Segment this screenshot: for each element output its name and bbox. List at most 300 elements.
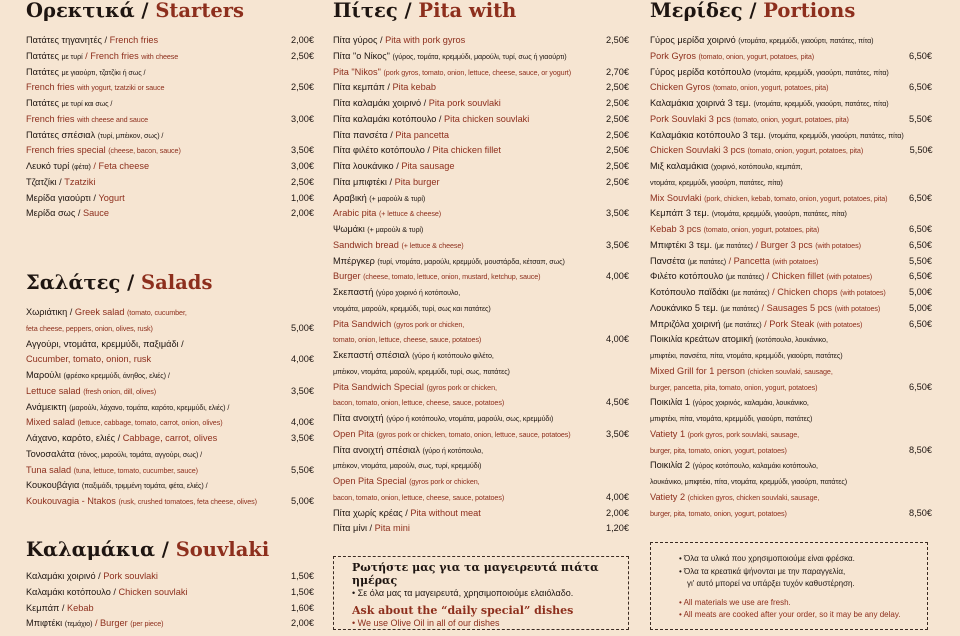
greek-text: Πίτα κεμπάπ /	[333, 82, 393, 93]
menu-item-line	[26, 447, 278, 463]
english-text: bacon, tomato, onion, lettuce, cheese, sauce, potatoes)	[333, 492, 505, 502]
menu-item-line	[333, 285, 593, 301]
menu-item-line	[26, 33, 278, 49]
section-title-portions: Μερίδες / Portions	[650, 0, 856, 22]
menu-item-line	[333, 411, 593, 427]
english-text: Kebab 3 pcs	[650, 224, 704, 234]
menu-item-line	[650, 80, 896, 96]
greek-text: Μιξ καλαμάκια	[650, 161, 712, 171]
greek-text: Φιλέτο κοτόπουλο	[650, 271, 726, 282]
greek-text: Μπέργκερ	[333, 255, 378, 266]
menu-item-price: 6,50€	[909, 50, 932, 61]
english-text: (chicken souvlaki, sausage,	[747, 366, 833, 376]
menu-item-line	[650, 506, 896, 522]
menu-item	[26, 159, 314, 175]
menu-item-line	[650, 458, 896, 474]
menu-item-line	[26, 337, 278, 353]
english-text: Chicken souvlaki	[118, 586, 188, 597]
greek-text: Πίτα ανοιχτή σπέσιαλ	[333, 444, 423, 455]
english-text: Yogurt	[98, 192, 125, 203]
menu-item-text	[333, 254, 599, 286]
menu-item	[333, 521, 629, 537]
greek-text: Ποικιλία 1	[650, 397, 693, 408]
menu-item-line	[650, 380, 896, 396]
english-text: bacon, tomato, onion, lettuce, cheese, sauce, potatoes)	[333, 398, 505, 408]
menu-item-text	[333, 222, 599, 254]
menu-item	[26, 175, 314, 191]
english-text: with cheese	[141, 51, 179, 61]
english-text: / Chicken fillet	[764, 271, 827, 282]
menu-item-line	[333, 427, 593, 443]
greek-text: Λάχανο, καρότο, ελιές /	[26, 433, 123, 443]
greek-text: μπέικον, ντομάτα, μαρούλι, σως, τυρί, κρεμμύδι)	[333, 461, 482, 471]
menu-item-price: 4,00€	[606, 491, 629, 502]
menu-item-line	[333, 490, 593, 506]
greek-text: Καλαμάκια κοτόπουλο 3 τεμ.	[650, 129, 769, 140]
english-text: (pork, chicken, kebab, tomato, onion, yogurt, potatoes, pita)	[704, 193, 888, 203]
menu-item	[333, 285, 629, 348]
english-text: / Sausages 5 pcs	[758, 302, 835, 313]
menu-item	[650, 96, 932, 128]
greek-text: (φρέσκο κρεμμύδι, άνηθος, ελιές) /	[63, 371, 170, 380]
menu-item-text	[26, 601, 284, 617]
menu-item-price: 5,00€	[291, 496, 314, 506]
section-title-salads: Σαλάτες / Salads	[26, 271, 213, 294]
english-text: (gyros pork or chicken,	[409, 477, 480, 486]
english-text: (+ lettuce & cheese)	[401, 240, 464, 250]
greek-text: Καλαμάκι κοτόπουλο /	[26, 586, 119, 597]
menu-item-text	[333, 96, 599, 112]
greek-text: Καλαμάκια χοιρινά 3 τεμ.	[650, 98, 754, 108]
menu-item-price: 5,00€	[291, 322, 314, 333]
menu-item-text	[26, 400, 284, 432]
menu-item	[26, 191, 314, 207]
english-text: (fresh onion, dill, olives)	[83, 386, 157, 396]
menu-item	[26, 601, 314, 617]
menu-item-text	[26, 478, 284, 510]
menu-item	[650, 159, 932, 206]
menu-item-price: 2,00€	[291, 35, 314, 45]
greek-text: Μπριζόλα χοιρινή	[650, 318, 724, 329]
english-text: (tomato, onion, yogurt, potatoes, pita)	[703, 225, 820, 234]
souvlaki-list	[26, 569, 314, 632]
english-text: Pork souvlaki	[103, 571, 158, 581]
menu-item-price: 3,50€	[291, 433, 314, 443]
menu-item-line	[333, 443, 593, 459]
menu-item-price: 6,50€	[909, 318, 932, 329]
english-text: Tzatziki	[64, 176, 96, 187]
english-text: / French fries	[82, 50, 142, 61]
menu-item-price: 5,00€	[909, 302, 932, 313]
english-text: Sandwich bread	[333, 239, 402, 250]
menu-item-line	[650, 411, 896, 427]
english-text: Pita Sandwich Special	[333, 381, 427, 392]
menu-item-price: 5,50€	[909, 255, 932, 266]
greek-text: Μπιφτέκι	[26, 618, 65, 629]
menu-item-line	[650, 474, 896, 490]
english-text: (pork gyros, tomato, onion, lettuce, cheese, sauce, or yogurt)	[383, 67, 571, 77]
menu-item-price: 3,00€	[291, 161, 314, 171]
menu-item-text	[333, 348, 599, 411]
english-text: with yogurt, tzatziki or sauce	[77, 83, 165, 93]
menu-item-price: 6,50€	[909, 82, 932, 93]
menu-item-line	[333, 175, 593, 191]
menu-item-price: 4,00€	[291, 417, 314, 428]
greek-text: Πίτα χωρίς κρέας /	[333, 507, 411, 518]
menu-item-text	[650, 285, 902, 301]
menu-item-price: 2,50€	[606, 82, 629, 93]
english-text: Pita chicken fillet	[432, 145, 501, 156]
menu-item-price: 3,50€	[606, 428, 629, 439]
menu-item-line	[26, 616, 278, 632]
english-text: Pita mini	[374, 523, 410, 534]
menu-item	[650, 301, 932, 317]
menu-item-text	[650, 128, 910, 160]
english-text: Greek salad	[74, 307, 128, 317]
menu-item-line	[650, 443, 896, 459]
menu-item-line	[650, 33, 896, 49]
menu-item-line	[26, 96, 278, 112]
menu-item	[650, 254, 932, 270]
english-text: French fries	[26, 82, 78, 93]
english-text: Cabbage, carrot, olives	[122, 433, 218, 443]
menu-item-price: 5,50€	[909, 113, 932, 124]
menu-item-text	[333, 112, 599, 128]
menu-item-line	[333, 506, 593, 522]
menu-item	[26, 65, 314, 97]
section-title-pita: Πίτες / Pita with	[333, 0, 517, 22]
english-text: (tomato, onion, yogurt, potatoes, pita)	[747, 146, 864, 156]
english-text: Mixed salad	[26, 417, 78, 428]
menu-item-text	[333, 33, 599, 49]
greek-text: Πίτα μπιφτέκι /	[333, 176, 395, 187]
menu-item-price: 4,00€	[606, 271, 629, 282]
menu-item-price: 5,50€	[291, 464, 314, 475]
menu-item	[333, 49, 629, 65]
greek-text: (τυρί, ντομάτα, μαρούλι, κρεμμύδι, μουστάρδα, κέτσαπ, σως)	[377, 256, 565, 266]
menu-item-price: 1,20€	[606, 523, 629, 534]
info-line-delay-gr: γι' αυτό μπορεί να υπάρξει τυχόν καθυστέρηση.	[687, 579, 855, 588]
menu-item-line	[333, 395, 593, 411]
greek-text: Σκεπαστή σπέσιαλ	[333, 350, 413, 360]
menu-item-line	[26, 384, 278, 400]
english-text: (per piece)	[130, 619, 164, 629]
menu-item-line	[333, 222, 593, 238]
greek-text: μπιφτέκι, πανσέτα, πίτα, ντομάτα, κρεμμύδι, γιαούρτι, πατάτες)	[650, 351, 843, 360]
menu-item	[26, 368, 314, 400]
menu-item-line	[26, 585, 278, 601]
greek-text: Πατάτες	[26, 50, 62, 61]
menu-item	[333, 80, 629, 96]
english-text: Pita chicken souvlaki	[444, 113, 530, 124]
menu-item-line	[333, 380, 593, 396]
menu-item	[650, 238, 932, 254]
menu-item-price: 2,70€	[606, 66, 629, 77]
menu-item-line	[333, 49, 593, 65]
menu-item-line	[650, 269, 896, 285]
greek-text: Μερίδα γιαούρτι /	[26, 192, 99, 203]
english-text: burger, pita, tomato, onion, yogurt, potatoes)	[650, 508, 787, 518]
column-right	[650, 0, 932, 521]
menu-item-price: 1,00€	[291, 192, 314, 203]
salads-list	[26, 305, 314, 510]
menu-item-text	[26, 337, 284, 369]
menu-item-line	[650, 206, 896, 222]
menu-item-price: 2,00€	[291, 618, 314, 629]
menu-item-text	[650, 254, 902, 270]
english-text: Burger	[333, 271, 364, 282]
greek-text: Κεμπάπ 3 τεμ.	[650, 208, 712, 219]
menu-item	[333, 65, 629, 81]
greek-text: Κοτόπουλο παϊδάκι	[650, 287, 732, 297]
english-text: (rusk, crushed tomatoes, feta cheese, olives)	[118, 497, 257, 506]
english-text: / Feta cheese	[90, 161, 150, 171]
menu-item	[333, 222, 629, 254]
greek-text: (ντομάτα, κρεμμύδι, γιαούρτι, πατάτες, πίτα)	[711, 209, 847, 219]
greek-text: Αγγούρι, ντομάτα, κρεμμύδι, παξιμάδι /	[26, 338, 184, 349]
english-text: Lettuce salad	[26, 385, 84, 396]
greek-text: (ντομάτα, κρεμμύδι, γιαούρτι, πατάτες, πίτα)	[753, 67, 889, 77]
daily-special-note-gr: • Σε όλα μας τα μαγειρευτά, χρησιμοποιούμε ελαιόλαδο.	[352, 587, 620, 600]
menu-item	[650, 65, 932, 97]
menu-item-price: 5,50€	[909, 145, 933, 156]
menu-item-price: 4,50€	[606, 397, 629, 408]
menu-item-line	[26, 80, 278, 96]
menu-item-text	[333, 128, 599, 144]
menu-item-line	[26, 494, 278, 510]
menu-item-line	[26, 400, 278, 416]
english-text: burger, pancetta, pita, tomato, onion, yogurt, potatoes)	[650, 382, 818, 392]
greek-text: (ντομάτα, κρεμμύδι, γιαούρτι, πατάτες, πίτα)	[768, 130, 904, 140]
menu-item-line	[650, 254, 896, 270]
menu-item	[333, 112, 629, 128]
english-text: (tomato, cucumber,	[127, 308, 187, 317]
menu-item-line	[26, 175, 278, 191]
menu-item-text	[333, 411, 599, 443]
greek-text: Αραβική	[333, 192, 370, 203]
menu-item	[26, 478, 314, 510]
english-text: / Burger 3 pcs	[752, 239, 816, 250]
menu-item	[650, 317, 932, 333]
menu-item-text	[26, 616, 284, 632]
menu-item	[650, 269, 932, 285]
greek-text: μπιφτέκι, πίτα, ντομάτα, κρεμμύδι, γιαούρτι, πατάτες)	[650, 414, 813, 423]
menu-item-price: 3,00€	[291, 113, 314, 124]
greek-text: Πίτα "ο Νίκος"	[333, 50, 393, 61]
menu-item-price: 2,50€	[291, 176, 314, 187]
menu-item-price: 6,50€	[909, 192, 932, 203]
menu-item-price: 6,50€	[909, 271, 932, 282]
menu-item-line	[650, 317, 896, 333]
greek-text: (χοιρινό, κοτόπουλο, κεμπάπ,	[711, 162, 803, 171]
english-text: Arabic pita	[333, 208, 379, 219]
greek-text: Πατάτες	[26, 66, 62, 77]
menu-item-price: 2,50€	[606, 129, 629, 140]
menu-item-price: 3,50€	[291, 385, 314, 396]
menu-item-line	[650, 49, 896, 65]
menu-item	[26, 96, 314, 128]
greek-text: ντομάτα, μαρούλι, κρεμμύδι, τυρί, σως και πατάτες)	[333, 303, 491, 313]
greek-text: Πίτα γύρος /	[333, 35, 386, 45]
menu-item	[650, 33, 932, 65]
menu-item-line	[333, 269, 593, 285]
menu-item	[333, 506, 629, 522]
portions-list	[650, 33, 932, 521]
english-text: (with potatoes)	[772, 256, 819, 266]
menu-item-text	[26, 569, 284, 585]
menu-item-text	[333, 443, 599, 506]
english-text: (with potatoes)	[840, 288, 886, 297]
greek-text: (γύρο ή κοτόπουλο φιλέτο,	[412, 351, 494, 360]
greek-text: (με πατάτες)	[725, 272, 765, 282]
english-text: Sauce	[82, 208, 109, 219]
menu-item	[26, 400, 314, 432]
greek-text: Ποικιλία κρεάτων ατομική	[650, 334, 756, 345]
menu-item-price: 1,50€	[291, 571, 314, 581]
menu-item-price: 6,50€	[909, 224, 932, 234]
menu-item-line	[26, 128, 278, 144]
menu-item-text	[650, 159, 902, 206]
menu-item-text	[26, 585, 284, 601]
greek-text: (μαρούλι, λάχανο, τομάτα, καρότο, κρεμμύδι, ελιές) /	[69, 402, 230, 412]
greek-text: (με πατάτες)	[720, 303, 759, 313]
menu-item-line	[333, 301, 593, 317]
menu-item-text	[650, 65, 902, 97]
greek-text: (γύρο ή κοτόπουλο, ντομάτα, μαρούλι, σως, κρεμμύδι)	[386, 414, 554, 423]
english-text: Pita with pork gyros	[385, 35, 466, 45]
english-text: (pork gyros, pork souvlaki, sausage,	[687, 429, 800, 439]
menu-item-line	[650, 427, 896, 443]
menu-item-line	[26, 463, 278, 479]
menu-item	[26, 206, 314, 222]
menu-item	[650, 395, 932, 458]
menu-item-price: 2,50€	[606, 176, 629, 187]
daily-special-title-en: Ask about the “daily special” dishes	[352, 604, 574, 617]
menu-item-line	[26, 569, 278, 585]
english-text: feta cheese, peppers, onion, olives, rusk)	[26, 323, 153, 333]
menu-item-price: 4,00€	[291, 354, 314, 365]
english-text: (tuna, lettuce, tomato, cucumber, sauce)	[73, 465, 198, 475]
menu-item-line	[26, 415, 278, 431]
menu-item	[26, 305, 314, 337]
menu-item	[26, 49, 314, 65]
greek-text: Πίτα λουκάνικο /	[333, 161, 402, 171]
menu-item-text	[26, 33, 284, 49]
english-text: Pita kebab	[392, 82, 436, 93]
menu-item-text	[333, 159, 599, 175]
greek-text: Τονοσαλάτα	[26, 448, 78, 459]
english-text: Pork Souvlaki 3 pcs	[650, 113, 734, 124]
greek-text: Λουκάνικο 5 τεμ.	[650, 302, 721, 313]
section-title-starters: Ορεκτικά / Starters	[26, 0, 244, 22]
menu-item	[333, 175, 629, 191]
daily-special-title-gr: Ρωτήστε μας για τα μαγειρευτά πιάτα ημέρας	[352, 561, 599, 587]
english-text: / Burger	[92, 618, 131, 629]
menu-item	[26, 569, 314, 585]
greek-text: Πατάτες σπέσιαλ	[26, 129, 98, 140]
english-text: (cheese, tomato, lettuce, onion, mustard, ketchup, sauce)	[363, 272, 541, 282]
menu-item	[650, 285, 932, 301]
menu-item-text	[26, 191, 284, 207]
menu-item-line	[26, 305, 278, 321]
greek-text: Ψωμάκι	[333, 224, 368, 234]
menu-item-price: 1,50€	[291, 586, 314, 597]
greek-text: (παξιμάδι, τριμμένη τομάτα, φέτα, ελιές) /	[81, 481, 208, 491]
menu-item-text	[26, 49, 284, 65]
english-text: Open Pita	[333, 428, 377, 439]
english-text: Open Pita Special	[333, 476, 410, 486]
menu-item-line	[26, 478, 278, 494]
menu-item-line	[650, 65, 896, 81]
greek-text: (με πατάτες)	[714, 240, 753, 250]
menu-item-line	[650, 96, 896, 112]
menu-item-line	[650, 128, 904, 144]
english-text: / Pork Steak	[761, 318, 817, 329]
greek-text: Πατάτες τηγανητές /	[26, 35, 110, 45]
menu-item-price: 2,00€	[291, 208, 314, 219]
menu-item-line	[26, 49, 278, 65]
menu-item-text	[650, 96, 902, 128]
menu-item-text	[26, 305, 284, 337]
english-text: Vatiety 2	[650, 491, 688, 502]
section-title-souvlaki: Καλαμάκια / Souvlaki	[26, 538, 270, 561]
column-left-souvlaki	[26, 539, 314, 632]
menu-item	[333, 159, 629, 175]
menu-item-line	[333, 65, 593, 81]
english-text: French fries special	[26, 145, 109, 156]
english-text: Pork Gyros	[650, 50, 699, 61]
menu-item-text	[26, 431, 284, 447]
menu-item-line	[333, 348, 593, 364]
greek-text: (με πατάτες)	[687, 256, 727, 266]
english-text: (lettuce, cabbage, tomato, carrot, onion, olives)	[77, 418, 223, 428]
menu-item-line	[650, 191, 896, 207]
english-text: Kebab	[67, 602, 94, 613]
menu-item-text	[26, 206, 284, 222]
pita-list	[333, 33, 629, 537]
english-text: (with potatoes)	[816, 319, 863, 329]
menu-item-text	[333, 521, 599, 537]
greek-text: Κουκουβάγια	[26, 480, 82, 491]
english-text: (gyros pork or chicken, tomato, onion, lettuce, sauce, potatoes)	[376, 429, 571, 439]
menu-item-line	[26, 143, 278, 159]
greek-text: Πίτα μίνι /	[333, 523, 375, 534]
greek-text: Πίτα καλαμάκι κοτόπουλο /	[333, 113, 445, 124]
menu-item-line	[650, 238, 896, 254]
english-text: French fries	[109, 35, 159, 45]
menu-item-line	[650, 175, 896, 191]
menu-item-line	[333, 317, 593, 333]
greek-text: Λευκό τυρί	[26, 161, 72, 171]
menu-item-text	[26, 96, 284, 128]
menu-item-line	[650, 112, 896, 128]
greek-text: Πίτα καλαμάκι χοιρινό /	[333, 98, 429, 108]
greek-text: Μπιφτέκι 3 τεμ.	[650, 239, 715, 250]
menu-item	[333, 191, 629, 223]
english-text: Pita burger	[394, 176, 440, 187]
menu-item-line	[650, 490, 896, 506]
menu-item	[26, 337, 314, 369]
menu-item-line	[650, 348, 896, 364]
menu-item	[333, 143, 629, 159]
menu-item-line	[333, 206, 593, 222]
greek-text: μπέικον, ντομάτα, μαρούλι, κρεμμύδι, τυρί, σως, πατάτες)	[333, 366, 510, 376]
english-text: burger, pita, tomato, onion, yogurt, potatoes)	[650, 445, 787, 455]
menu-item-line	[333, 128, 593, 144]
menu-item-line	[333, 238, 593, 254]
menu-item-price: 8,50€	[909, 507, 932, 518]
greek-text: ντομάτα, κρεμμύδι, γιαούρτι, πατάτες, πίτα)	[650, 177, 783, 187]
